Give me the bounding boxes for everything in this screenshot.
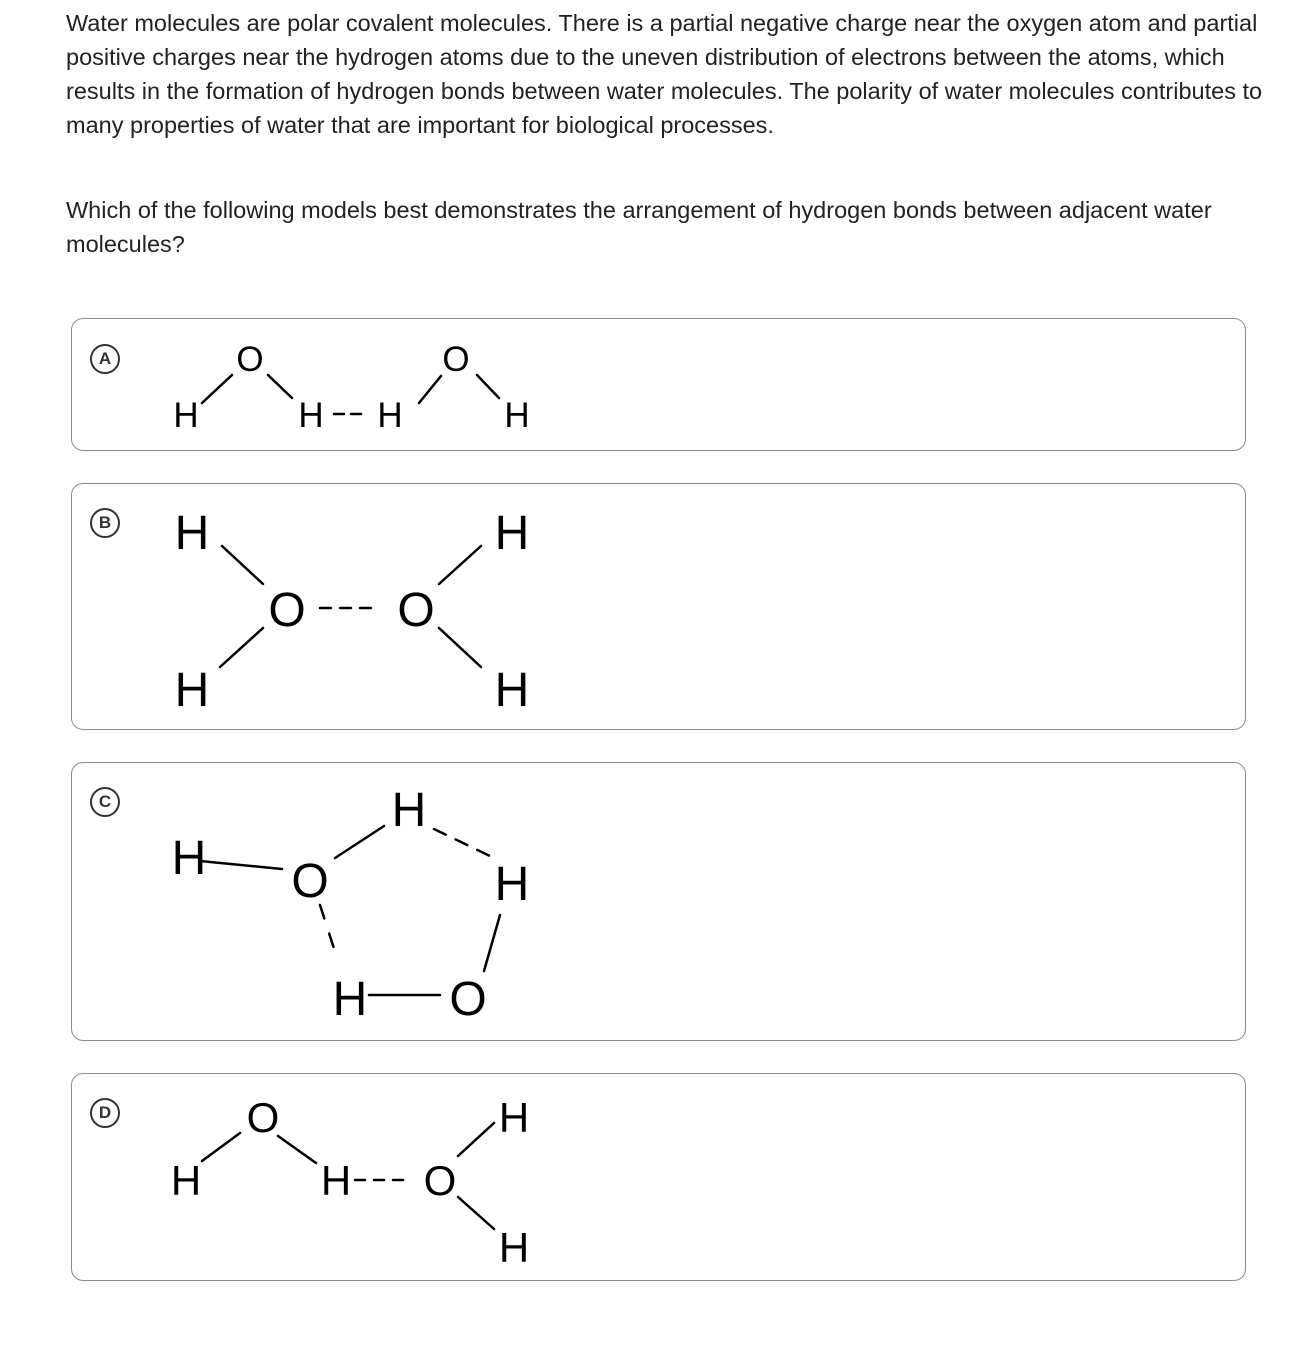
bond-line — [477, 375, 499, 398]
oxygen-atom: O — [246, 1094, 280, 1141]
choice-b-molecule-diagram — [72, 484, 572, 729]
bond-line — [439, 628, 481, 667]
bond-line — [335, 826, 384, 858]
choice-b-badge: B — [90, 508, 120, 538]
passage-text: Water molecules are polar covalent molecules. There is a partial negative charge near the oxygen atom and partial positive charges near the hydrogen atoms due to the uneven distribution of electrons between the atoms, which results in the formation of hydrogen bonds between water molecules. The polarity of water molecules contributes to many properties of water that are important for biological processes. — [66, 10, 1263, 138]
oxygen-atom: O — [449, 973, 487, 1026]
bond-line — [458, 1197, 494, 1229]
hydrogen-atom: H — [391, 784, 427, 837]
bond-line — [222, 546, 263, 584]
hydrogen-atom: H — [494, 664, 530, 717]
hydrogen-atom: H — [173, 396, 199, 435]
oxygen-atom: O — [291, 855, 329, 908]
bond-line — [278, 1136, 316, 1163]
bond-line — [200, 861, 282, 869]
hydrogen-atom: H — [498, 1094, 530, 1141]
choice-c[interactable] — [71, 762, 1246, 1041]
bond-line — [458, 1123, 494, 1156]
hydrogen-atom: H — [498, 1224, 530, 1271]
bond-line — [202, 1133, 240, 1161]
choice-d-molecule-diagram — [72, 1074, 572, 1279]
oxygen-atom: O — [236, 340, 264, 379]
choice-a-badge: A — [90, 344, 120, 374]
choice-d[interactable] — [71, 1073, 1246, 1281]
hydrogen-atom: H — [174, 507, 210, 560]
choice-a[interactable] — [71, 318, 1246, 451]
hydrogen-atom: H — [320, 1157, 352, 1204]
bond-line — [484, 915, 500, 971]
hydrogen-atom: H — [504, 396, 530, 435]
hydrogen-atom: H — [494, 507, 530, 560]
hydrogen-atom: H — [332, 973, 368, 1026]
bond-line — [439, 546, 481, 584]
oxygen-atom: O — [442, 340, 470, 379]
hydrogen-bond-line — [434, 829, 492, 857]
hydrogen-bond-line — [320, 905, 338, 961]
choice-a-molecule-diagram — [72, 319, 572, 449]
choice-c-molecule-diagram — [72, 763, 572, 1038]
hydrogen-atom: H — [494, 858, 530, 911]
hydrogen-atom: H — [298, 396, 324, 435]
choice-b[interactable] — [71, 483, 1246, 730]
bond-line — [419, 376, 441, 403]
bond-line — [202, 375, 232, 403]
oxygen-atom: O — [397, 584, 435, 637]
hydrogen-atom: H — [377, 396, 403, 435]
oxygen-atom: O — [268, 584, 306, 637]
question-text: Which of the following models best demonstrates the arrangement of hydrogen bonds between adjacent water molecules? — [66, 197, 1212, 257]
hydrogen-atom: H — [171, 832, 207, 885]
choice-d-badge: D — [90, 1098, 120, 1128]
oxygen-atom: O — [423, 1157, 457, 1204]
bond-line — [220, 628, 263, 667]
bond-line — [268, 375, 292, 398]
hydrogen-atom: H — [170, 1157, 202, 1204]
hydrogen-atom: H — [174, 664, 210, 717]
choice-c-badge: C — [90, 787, 120, 817]
